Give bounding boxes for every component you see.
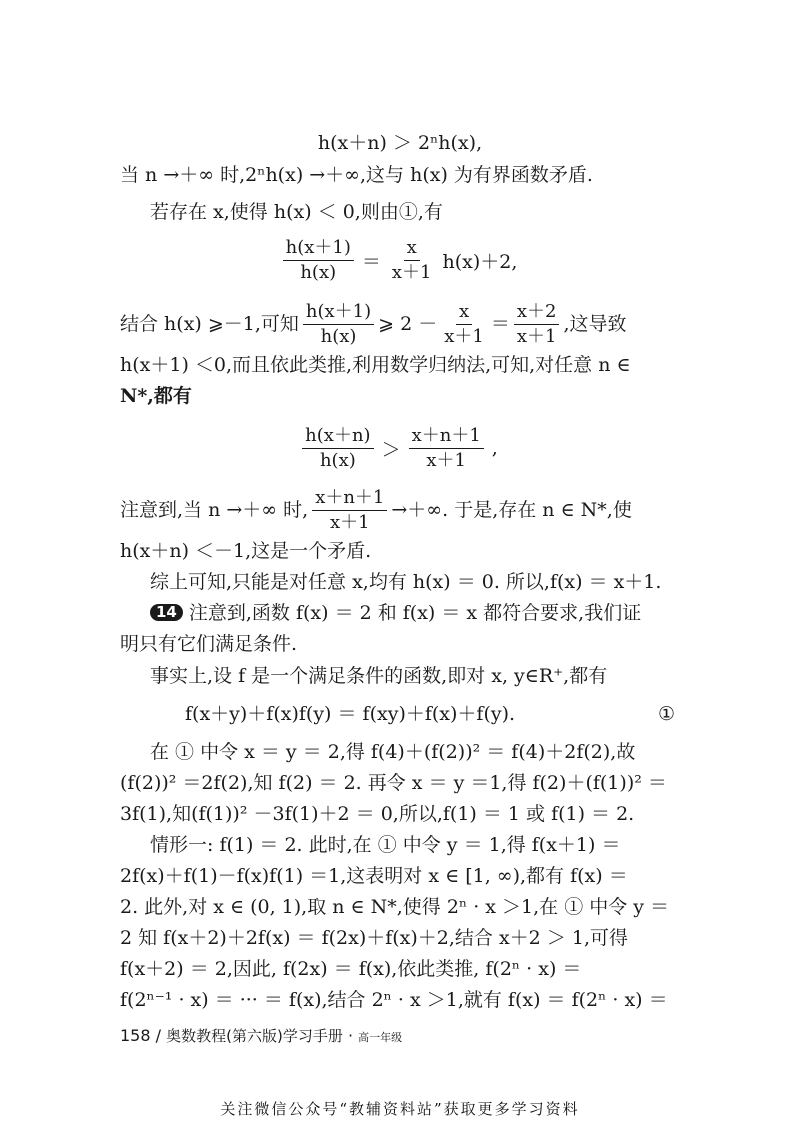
display-equation: $\frac{h(x+n)}{h(x)}$ ＞ $\frac{x+n+1}{x+1}$ ,	[0, 424, 800, 471]
text-line: 当 n →＋∞ 时,2ⁿh(x) →＋∞,这与 h(x) 为有界函数矛盾.	[120, 164, 593, 186]
book-title: 奥数教程(第六版)学习手册	[166, 1027, 343, 1045]
fraction: $\frac{h(x+1)}{h(x)}$	[283, 238, 354, 283]
page-number: 158	[120, 1026, 151, 1045]
text-line: f(2ⁿ⁻¹ · x) ＝ ··· ＝ f(x),结合 2ⁿ · x ＞1,就有 f(x) ＝ f(2ⁿ · x) ＝	[120, 989, 668, 1011]
text-line: 2. 此外,对 x ∈ (0, 1),取 n ∈ N*,使得 2ⁿ · x ＞1,在 ① 中令 y ＝	[120, 896, 670, 918]
text-line: h(x＋1) ＜0,而且依此类推,利用数学归纳法,可知,对任意 n ∈	[120, 354, 631, 376]
text-line: (f(2))² ＝2f(2),知 f(2) ＝ 2. 再令 x ＝ y ＝1,得 f(2)＋(f(1))² ＝	[120, 772, 667, 794]
text-line: 在 ① 中令 x ＝ y ＝ 2,得 f(4)＋(f(2))² ＝ f(4)＋2f(2),故	[150, 741, 636, 763]
text-line: 综上可知,只能是对任意 x,均有 h(x) ＝ 0. 所以,f(x) ＝ x＋1.	[150, 571, 662, 593]
fraction: $\frac{x}{x+1}$	[391, 237, 432, 283]
text-line: f(x＋2) ＝ 2,因此, f(2x) ＝ f(x),依此类推, f(2ⁿ · x) ＝	[120, 958, 582, 980]
text-line: 明只有它们满足条件.	[120, 633, 298, 655]
text-line: 3f(1),知(f(1))² －3f(1)＋2 ＝ 0,所以,f(1) ＝ 1 或 f(1) ＝ 2.	[120, 803, 635, 825]
watermark-note: 关注微信公众号“教辅资料站”获取更多学习资料	[220, 1100, 580, 1118]
equation-number: ①	[658, 703, 676, 725]
text-line: 2 知 f(x＋2)＋2f(x) ＝ f(2x)＋f(x)＋2,结合 x＋2 ＞ 1,可得	[120, 927, 628, 949]
grade-label: 高一年级	[358, 1031, 403, 1044]
text-line: 结合 h(x) ⩾－1,可知 $\frac{h(x+1)}{h(x)}$ ⩾ 2 － $\frac{x}{x+1}$ ＝ $\frac{x+2}{x+1}$ ,这导致	[120, 301, 627, 347]
problem-number-badge: 14	[150, 604, 183, 621]
text-line: 注意到,当 n →＋∞ 时, $\frac{x+n+1}{x+1}$ →＋∞. 于是,存在 n ∈ N*,使	[120, 487, 632, 533]
text-line: 情形一: f(1) ＝ 2. 此时,在 ① 中令 y ＝ 1,得 f(x＋1) ＝	[150, 834, 621, 856]
text-line: 若存在 x,使得 h(x) ＜ 0,则由①,有	[150, 201, 443, 223]
text-line: 事实上,设 f 是一个满足条件的函数,即对 x, y∈R⁺,都有	[150, 665, 608, 687]
display-equation: $\frac{h(x+1)}{h(x)}$ ＝ $\frac{x}{x+1}$ h(x)＋2,	[0, 236, 800, 283]
page-footer: 158 / 奥数教程(第六版)学习手册 · 高一年级	[120, 1026, 403, 1045]
display-equation: f(x＋y)＋f(x)f(y) ＝ f(xy)＋f(x)＋f(y).	[185, 703, 516, 725]
text-line: 2f(x)＋f(1)－f(x)f(1) ＝1,这表明对 x ∈ [1, ∞),都有 f(x) ＝	[120, 865, 628, 887]
text-line: h(x＋n) ＜－1,这是一个矛盾.	[120, 540, 372, 562]
text-line: 14 注意到,函数 f(x) ＝ 2 和 f(x) ＝ x 都符合要求,我们证	[150, 604, 641, 623]
formula-line: h(x＋n) ＞ 2ⁿh(x),	[317, 132, 483, 154]
text-line: N*,都有	[120, 385, 192, 407]
